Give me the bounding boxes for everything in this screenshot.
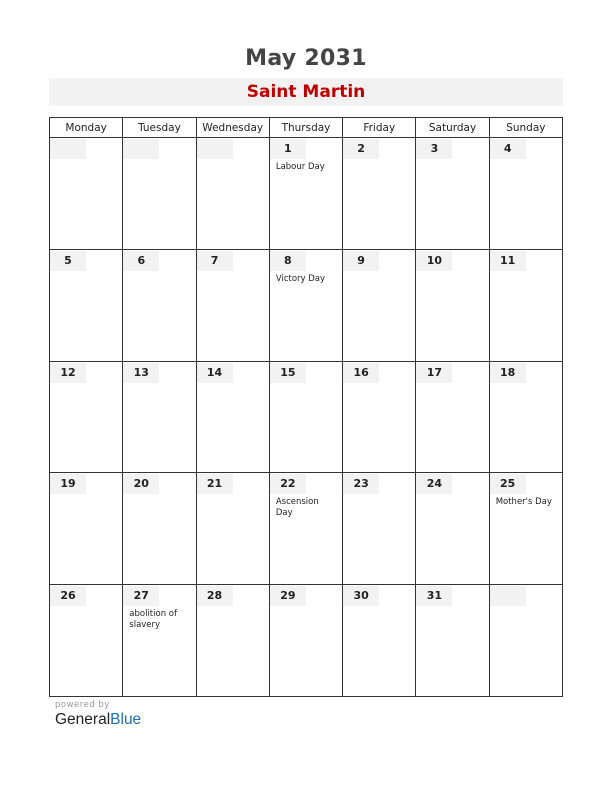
day-number: 3: [416, 139, 452, 159]
day-number: 1: [270, 139, 306, 159]
weekday-wednesday: Wednesday: [196, 118, 269, 138]
day-number: 15: [270, 363, 306, 383]
day-number: 16: [343, 363, 379, 383]
brand-general: General: [55, 711, 111, 728]
calendar-body: [50, 138, 563, 697]
day-cell[interactable]: [416, 138, 489, 250]
day-cell[interactable]: [196, 249, 269, 361]
day-cell[interactable]: [123, 585, 196, 697]
weekday-saturday: Saturday: [416, 118, 489, 138]
day-cell[interactable]: [50, 473, 123, 585]
day-cell[interactable]: [196, 138, 269, 250]
day-number: 17: [416, 363, 452, 383]
day-cell[interactable]: [50, 585, 123, 697]
weekday-sunday: Sunday: [489, 118, 562, 138]
day-number: 9: [343, 251, 379, 271]
day-cell[interactable]: [269, 249, 342, 361]
day-number: [490, 586, 526, 606]
day-cell[interactable]: [489, 249, 562, 361]
weekday-tuesday: Tuesday: [123, 118, 196, 138]
weekday-friday: Friday: [343, 118, 416, 138]
region-bar: [49, 78, 563, 106]
day-number: 2: [343, 139, 379, 159]
week-row: [50, 473, 563, 585]
day-number: 4: [490, 139, 526, 159]
day-number: 21: [197, 474, 233, 494]
day-cell[interactable]: [269, 361, 342, 473]
day-number: 8: [270, 251, 306, 271]
footer: [55, 700, 141, 729]
day-cell[interactable]: [489, 138, 562, 250]
day-cell[interactable]: [489, 473, 562, 585]
day-number: 13: [123, 363, 159, 383]
day-cell[interactable]: [416, 249, 489, 361]
day-cell[interactable]: [123, 249, 196, 361]
day-cell[interactable]: [196, 585, 269, 697]
day-cell[interactable]: [489, 361, 562, 473]
day-number: [197, 139, 233, 159]
brand-blue: Blue: [110, 711, 142, 728]
day-cell[interactable]: [50, 249, 123, 361]
day-cell[interactable]: [343, 249, 416, 361]
calendar-grid: [49, 117, 563, 697]
week-row: [50, 585, 563, 697]
day-number: 7: [197, 251, 233, 271]
day-cell[interactable]: [123, 473, 196, 585]
day-cell[interactable]: [50, 361, 123, 473]
day-number: 31: [416, 586, 452, 606]
day-cell[interactable]: [489, 585, 562, 697]
holiday-label: Victory Day: [275, 273, 326, 284]
day-number: 6: [123, 251, 159, 271]
day-number: [123, 139, 159, 159]
day-cell[interactable]: [123, 138, 196, 250]
day-cell[interactable]: [50, 138, 123, 250]
day-number: [50, 139, 86, 159]
region-title: Saint Martin: [246, 82, 366, 102]
day-number: 28: [197, 586, 233, 606]
day-cell[interactable]: [343, 361, 416, 473]
day-cell[interactable]: [196, 473, 269, 585]
day-cell[interactable]: [196, 361, 269, 473]
holiday-label: Mother's Day: [495, 497, 552, 508]
week-row: [50, 138, 563, 250]
day-cell[interactable]: [416, 585, 489, 697]
day-number: 14: [197, 363, 233, 383]
day-cell[interactable]: [269, 473, 342, 585]
day-number: 18: [490, 363, 526, 383]
generalblue-logo[interactable]: [55, 711, 141, 729]
day-cell[interactable]: [123, 361, 196, 473]
day-number: 19: [50, 474, 86, 494]
holiday-label: abolition of slavery: [129, 609, 177, 631]
month-title: May 2031: [245, 46, 367, 71]
weekday-header-row: [50, 118, 563, 138]
holiday-label: Ascension Day: [275, 497, 319, 519]
day-cell[interactable]: [269, 585, 342, 697]
weekday-thursday: Thursday: [269, 118, 342, 138]
day-number: 26: [50, 586, 86, 606]
week-row: [50, 361, 563, 473]
day-cell[interactable]: [416, 361, 489, 473]
day-cell[interactable]: [343, 138, 416, 250]
day-number: 5: [50, 251, 86, 271]
day-number: 12: [50, 363, 86, 383]
powered-by-text: powered by: [55, 700, 110, 710]
day-cell[interactable]: [269, 138, 342, 250]
holiday-label: Labour Day: [275, 162, 325, 172]
day-number: 23: [343, 474, 379, 494]
week-row: [50, 249, 563, 361]
day-number: 27: [123, 586, 159, 606]
day-number: 20: [123, 474, 159, 494]
day-number: 29: [270, 586, 306, 606]
day-cell[interactable]: [416, 473, 489, 585]
day-number: 30: [343, 586, 379, 606]
day-cell[interactable]: [343, 473, 416, 585]
day-number: 11: [490, 251, 526, 271]
day-number: 10: [416, 251, 452, 271]
day-cell[interactable]: [343, 585, 416, 697]
day-number: 24: [416, 474, 452, 494]
weekday-monday: Monday: [50, 118, 123, 138]
day-number: 25: [490, 474, 526, 494]
day-number: 22: [270, 474, 306, 494]
